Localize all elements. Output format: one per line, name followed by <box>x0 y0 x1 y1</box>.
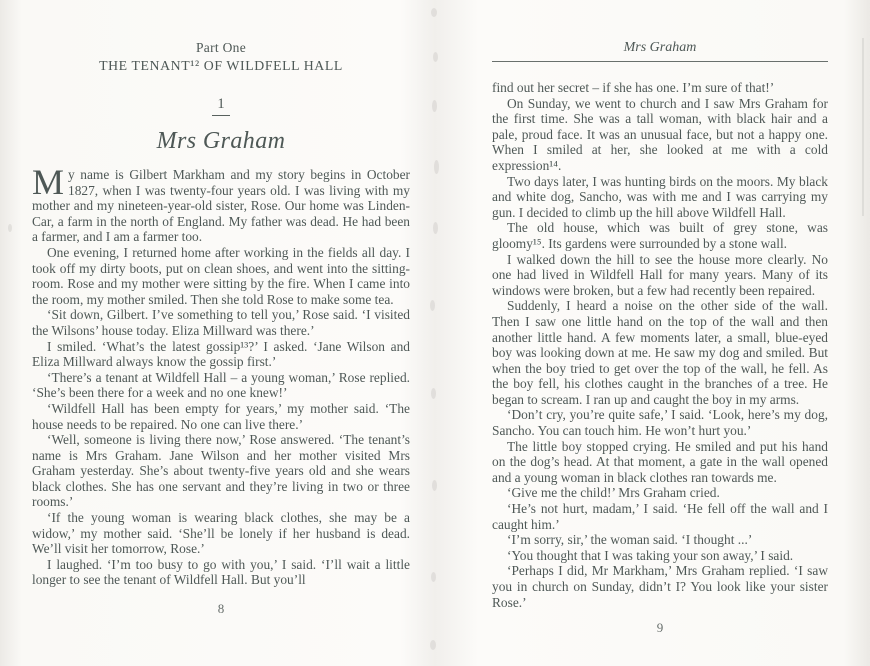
paragraph: find out her secret – if she has one. I’m sure of that!’ <box>492 80 775 95</box>
paragraph: Suddenly, I heard a noise on the other side of the wall. Then I saw one little hand on the top of the wall and then another little hand. A few moments later, a small, blue-eyed boy was looking down at me. He saw my dog and smiled. But when the boy tried to get over the top of the wall, he fell. As the boy fell, his clothes caught in the branches of a tree. He began to scream. I ran up and caught the boy in my arms. <box>492 298 828 407</box>
paragraph: The old house, which was built of grey stone, was gloomy¹⁵. Its gardens were surrounded by a stone wall. <box>492 220 828 251</box>
running-header: Mrs Graham <box>623 40 697 55</box>
scan-artifact <box>430 640 436 650</box>
paragraph: The little boy stopped crying. He smiled and put his hand on the dog’s head. At that moment, a gate in the wall opened and a young woman in black clothes ran towards me. <box>492 438 828 485</box>
paragraph: One evening, I returned home after working in the fields all day. I took off my dirty boots, put on clean shoes, and went into the sitting-room. Rose and my mother were sitting by the fire. When I came into the room, my mother smiled. Then she told Rose to make some tea. <box>32 244 410 307</box>
paragraph: I laughed. ‘I’m too busy to go with you,’ I said. ‘I’ll wait a little longer to see the tenant of Wildfell Hall. But you’ll <box>32 556 410 588</box>
page-edge-line <box>862 38 864 216</box>
scan-artifact <box>431 572 436 582</box>
page-number-right: 9 <box>656 620 664 635</box>
chapter-title: Mrs Graham <box>156 128 286 154</box>
paragraph: ‘There’s a tenant at Wildfell Hall – a young woman,’ Rose replied. ‘She’s been there for a week and no one knew!’ <box>32 369 410 401</box>
scan-artifact <box>8 224 12 232</box>
paragraph: On Sunday, we went to church and I saw Mrs Graham for the first time. She was a tall woman, with black hair and a pale, proud face. It was an unusual face, but not a happy one. When I smiled at her, she looked at me with a cold expression¹⁴. <box>492 95 828 173</box>
paragraph-text: y name is Gilbert Markham and my story begins in October 1827, when I was twenty-four years old. I was living with my mother and my nineteen-year-old sister, Rose. Our home was Linden-Car, a farm in the north of England. My father was dead. He had been a farmer, and I am a farmer too. <box>32 167 410 245</box>
paragraph: ‘If the young woman is wearing black clothes, she may be a widow,’ my mother said. ‘She’ll be lonely if her husband is dead. We’ll visit her tomorrow, Rose.’ <box>32 510 410 557</box>
scan-artifact <box>430 300 435 311</box>
paragraph: ‘I’m sorry, sir,’ the woman said. ‘I thought ...’ <box>507 532 753 548</box>
scan-artifact <box>432 480 437 491</box>
chapter-number: 1 <box>212 96 229 116</box>
chapter-number-block <box>32 96 410 116</box>
scan-artifact <box>433 222 438 234</box>
scan-artifact <box>433 52 438 62</box>
part-heading: Part One <box>195 40 246 55</box>
paragraph: Two days later, I was hunting birds on the moors. My black and white dog, Sancho, was with me and I was carrying my gun. I decided to climb up the hill above Wildfell Hall. <box>492 173 828 220</box>
paragraph: ‘Give me the child!’ Mrs Graham cried. <box>507 485 720 501</box>
paragraph: I walked down the hill to see the house more clearly. No one had lived in Wildfell Hall for many years. Many of its windows were broken, but a few had recently been repaired. <box>492 251 828 298</box>
paragraph: ‘He’s not hurt, madam,’ I said. ‘He fell off the wall and I caught him.’ <box>492 501 828 532</box>
drop-cap: M <box>32 162 65 202</box>
paragraph: ‘You thought that I was taking your son away,’ I said. <box>507 547 794 563</box>
paragraph: ‘Wildfell Hall has been empty for years,’ my mother said. ‘The house needs to be repaired. No one can live there.’ <box>32 400 410 432</box>
header-rule <box>492 61 828 62</box>
paragraph: I smiled. ‘What’s the latest gossip¹³?’ I asked. ‘Jane Wilson and Eliza Millward always know the gossip first.’ <box>32 338 410 370</box>
page-number-left: 8 <box>217 601 225 616</box>
book-title-heading: THE TENANT¹² OF WILDFELL HALL <box>99 58 343 73</box>
paragraph: ‘Well, someone is living there now,’ Rose answered. ‘The tenant’s name is Mrs Graham. Jane Wilson and her mother visited Mrs Graham yesterday. She’s about twenty-five years old and she wears black clothes. She has one servant and they’re living in two or three rooms.’ <box>32 432 410 510</box>
scan-artifact <box>431 8 437 17</box>
paragraph <box>32 162 410 245</box>
right-page-body <box>492 80 828 610</box>
paragraph: ‘Sit down, Gilbert. I’ve something to tell you,’ Rose said. ‘I visited the Wilsons’ house today. Eliza Millward was there.’ <box>32 307 410 338</box>
scan-artifact <box>431 388 436 399</box>
scan-artifact <box>432 100 437 112</box>
paragraph: ‘Don’t cry, you’re quite safe,’ I said. ‘Look, here’s my dog, Sancho. You can touch him. He won’t hurt you.’ <box>492 407 828 439</box>
scan-artifact <box>434 160 439 174</box>
paragraph: ‘Perhaps I did, Mr Markham,’ Mrs Graham replied. ‘I saw you in church on Sunday, didn’t I? You look like your sister Rose.’ <box>492 563 828 610</box>
left-page-body <box>32 162 410 588</box>
